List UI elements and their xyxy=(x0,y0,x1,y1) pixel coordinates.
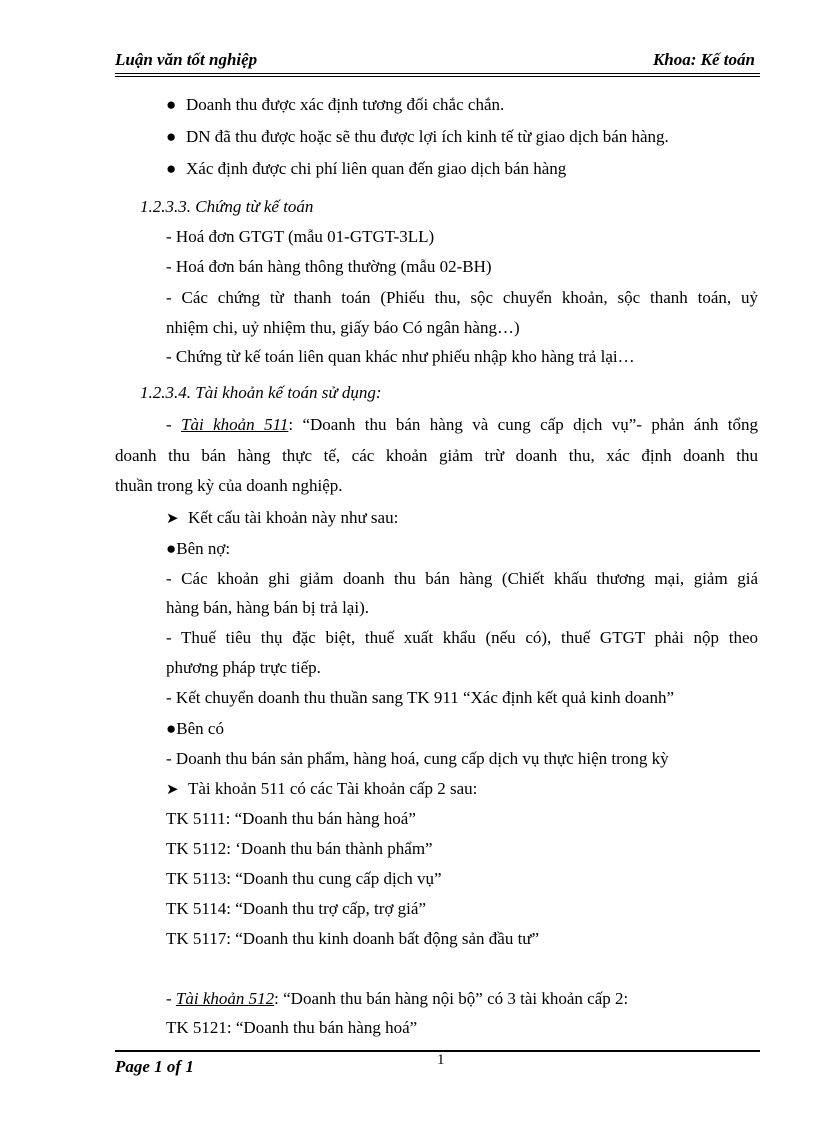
arrow-bullet-icon: ➤ xyxy=(166,782,179,798)
tk511-paragraph-line1: - Tài khoản 511: “Doanh thu bán hàng và cung cấp dịch vụ”- phản ánh tổng xyxy=(166,415,758,434)
sub-account-item: TK 5114: “Doanh thu trợ cấp, trợ giá” xyxy=(166,899,426,918)
bullet-item: ● Doanh thu được xác định tương đối chắc chắn. xyxy=(166,95,505,114)
header-left: Luận văn tốt nghiệp xyxy=(115,50,258,69)
bullet-icon: ● xyxy=(166,127,177,146)
bullet-icon: ● xyxy=(166,95,177,114)
debit-title: ●Bên nợ: xyxy=(166,539,231,558)
sub-account-item: TK 5121: “Doanh thu bán hàng hoá” xyxy=(166,1018,418,1037)
arrow-bullet-icon: ➤ xyxy=(166,511,179,527)
tk512-link: Tài khoản 512 xyxy=(175,989,275,1008)
credit-item: - Doanh thu bán sản phẩm, hàng hoá, cung cấp dịch vụ thực hiện trong kỳ xyxy=(166,749,669,768)
bullet-item: ● Xác định được chi phí liên quan đến giao dịch bán hàng xyxy=(166,159,567,178)
debit-item: - Thuế tiêu thụ đặc biệt, thuế xuất khẩu (nếu có), thuế GTGT phải nộp theo xyxy=(166,628,758,647)
header-right: Khoa: Kế toán xyxy=(652,50,755,69)
sub-accounts-intro: ➤ Tài khoản 511 có các Tài khoản cấp 2 sau: xyxy=(166,778,477,801)
tk511-paragraph-line3: thuần trong kỳ của doanh nghiệp. xyxy=(115,476,343,495)
sub-account-item: TK 5113: “Doanh thu cung cấp dịch vụ” xyxy=(166,869,442,888)
header-rule-top xyxy=(115,73,760,74)
bullet-item: ● DN đã thu được hoặc sẽ thu được lợi ích kinh tế từ giao dịch bán hàng. xyxy=(166,127,669,146)
structure-intro: ➤ Kết cấu tài khoản này như sau: xyxy=(166,507,398,530)
debit-item-continued: hàng bán, hàng bán bị trả lại). xyxy=(166,598,369,617)
section-heading-1233: 1.2.3.3. Chứng từ kế toán xyxy=(140,197,314,216)
debit-item: - Các khoản ghi giảm doanh thu bán hàng (Chiết khấu thương mại, giảm giá xyxy=(166,569,758,588)
section-heading-1234: 1.2.3.4. Tài khoản kế toán sử dụng: xyxy=(140,383,382,402)
debit-item: - Kết chuyển doanh thu thuần sang TK 911 “Xác định kết quả kinh doanh” xyxy=(166,688,674,707)
credit-title: ●Bên có xyxy=(166,719,224,738)
list-item: - Hoá đơn bán hàng thông thường (mẫu 02-BH) xyxy=(166,257,492,276)
sub-account-item: TK 5111: “Doanh thu bán hàng hoá” xyxy=(166,809,416,828)
sub-account-item: TK 5117: “Doanh thu kinh doanh bất động sản đầu tư” xyxy=(166,929,540,948)
list-item: - Chứng từ kế toán liên quan khác như phiếu nhập kho hàng trả lại… xyxy=(166,347,635,366)
tk512-paragraph: - Tài khoản 512: “Doanh thu bán hàng nội bộ” có 3 tài khoản cấp 2: xyxy=(166,989,629,1008)
list-item: - Các chứng từ thanh toán (Phiếu thu, sộc chuyển khoản, sộc thanh toán, uỷ xyxy=(166,288,758,307)
tk511-paragraph-line2: doanh thu bán hàng thực tế, các khoản giảm trừ doanh thu, xác định doanh thu xyxy=(115,446,758,465)
footer-page-label: Page 1 of 1 xyxy=(115,1057,194,1076)
sub-account-item: TK 5112: ‘Doanh thu bán thành phẩm” xyxy=(166,839,433,858)
bullet-icon: ● xyxy=(166,159,177,178)
page-header xyxy=(115,50,759,72)
header-rule-bottom xyxy=(115,76,760,77)
list-item: - Hoá đơn GTGT (mẫu 01-GTGT-3LL) xyxy=(166,227,435,246)
list-item-continued: nhiệm chi, uỷ nhiệm thu, giấy báo Có ngân hàng…) xyxy=(166,318,520,337)
debit-item-continued: phương pháp trực tiếp. xyxy=(166,658,321,677)
tk511-link: Tài khoản 511 xyxy=(181,415,289,434)
page-number: 1 xyxy=(437,1052,445,1068)
